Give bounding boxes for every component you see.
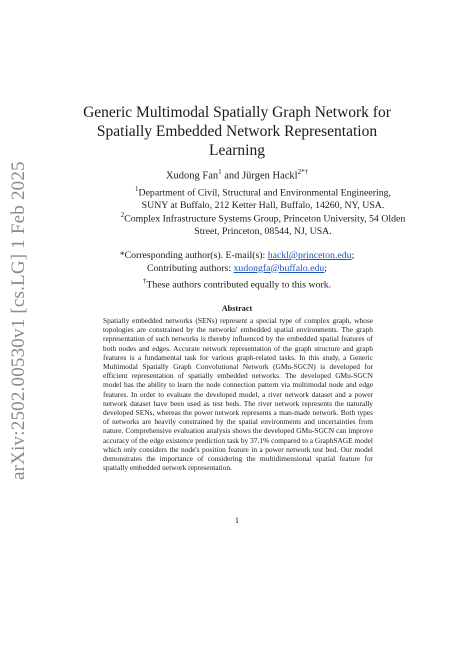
abstract-heading: Abstract <box>221 304 253 313</box>
affiliation-1-line-2: SUNY at Buffalo, 212 Ketter Hall, Buffalo, 14260, NY, USA. <box>141 199 385 211</box>
title-line-1: Generic Multimodal Spatially Graph Network for <box>83 104 391 121</box>
contributing-email-link[interactable]: xudongfa@buffalo.edu <box>233 262 325 274</box>
author-1-name: Xudong Fan <box>165 170 219 182</box>
affiliation-1-mark: 1 <box>135 185 139 193</box>
paper-title <box>70 103 404 160</box>
corresponding-suffix: ; <box>351 250 355 261</box>
author-list <box>70 168 404 182</box>
affiliation-1-line-1: Department of Civil, Structural and Environmental Engineering, <box>138 187 391 199</box>
affiliation-2-line-1: Complex Infrastructure Systems Group, Princeton University, 54 Olden <box>124 213 406 225</box>
author-conjunction: and <box>224 170 240 182</box>
contributing-suffix: ; <box>324 262 327 274</box>
equal-contribution-mark: † <box>142 277 147 285</box>
page-number: 1 <box>234 516 240 525</box>
arxiv-identifier-text: arXiv:2502.00530v1 [cs.LG] 1 Feb 2025 <box>8 161 29 480</box>
equal-contribution-note: These authors contributed equally to this work. <box>146 279 332 291</box>
corresponding-label: *Corresponding author(s). E-mail(s): <box>119 250 266 261</box>
affiliation-2-mark: 2 <box>120 211 125 219</box>
affiliation-2 <box>113 209 413 238</box>
author-2-affiliation-mark: 2*† <box>297 168 309 176</box>
author-2-name: Jürgen Hackl <box>242 170 298 182</box>
contact-info <box>70 250 404 292</box>
contributing-label: Contributing authors: <box>146 262 232 274</box>
affiliation-2-line-2: Street, Princeton, 08544, NJ, USA. <box>194 225 332 237</box>
title-line-2: Spatially Embedded Network Representation <box>96 123 378 140</box>
corresponding-email-link[interactable]: hackl@princeton.edu <box>267 250 352 261</box>
abstract-text: Spatially embedded networks (SENs) represent a special type of complex graph, whose topologies are constrained by the networks' embedded spatial environments. The graph representation of such networks is thereby influenced by the embedded spatial features of both nodes and edges. Accurate network representation of the graph structure and graph features is a fundamental task for various graph-related tasks. In this study, a Generic Multimodal Spatially Graph Convolutional Network (GMu-SGCN) is developed for efficient representation of spatially embedded networks. The developed GMu-SGCN model has the ability to learn the node connection pattern via multimodal node and edge features. In order to evaluate the developed model, a river network dataset and a power network dataset have been used as test beds. The river network represents the naturally developed SENs, whereas the power network represents a man-made network. Both types of networks are heavily constrained by the spatial environments and uncertainties from nature. Comprehensive evaluation analysis shows the developed GMu-SGCN can improve accuracy of the edge existence prediction task by 37.1% compared to a GraphSAGE model which only considers the node's position feature in a power network test bed. Our model demonstrates the importance of considering the multidimensional spatial feature for spatially embedded network representation. <box>103 316 373 473</box>
author-1-affiliation-mark: 1 <box>218 168 222 176</box>
title-line-3: Learning <box>209 142 265 159</box>
arxiv-identifier-stamp <box>8 161 30 480</box>
affiliation-1 <box>113 183 413 212</box>
